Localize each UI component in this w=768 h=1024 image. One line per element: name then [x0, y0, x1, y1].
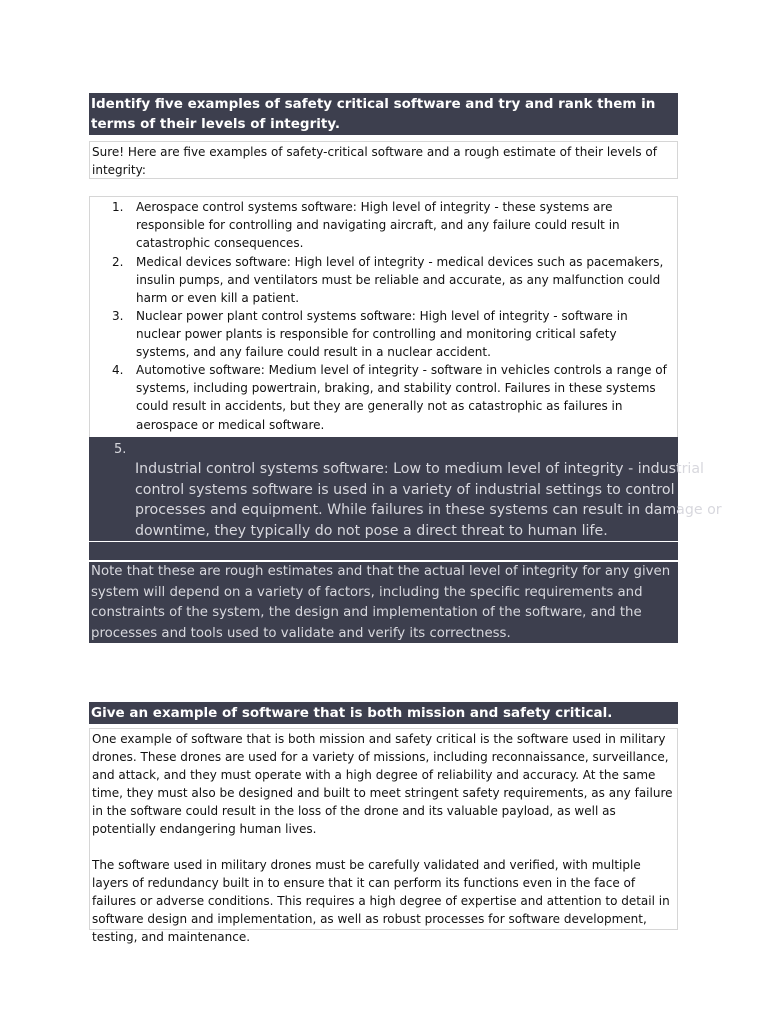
list-item-5-highlighted: [89, 437, 722, 541]
list-item-text: Automotive software: Medium level of integrity - software in vehicles controls a range of systems, including powertrain, braking, and stability control. Failures in these systems could result in accidents, but they are generally not as catastrophic as failures in aerospace or medical software.: [136, 363, 667, 432]
list-item-text-line: processes and equipment. While failures in these systems can result in damage or: [135, 502, 722, 518]
question-1-heading: [89, 93, 678, 135]
list-item-text-line: downtime, they typically do not pose a direct threat to human life.: [135, 522, 608, 539]
answer-1-intro-text: Sure! Here are five examples of safety-critical software and a rough estimate of their levels of integrity:: [92, 145, 657, 177]
question-2-title: Give an example of software that is both mission and safety critical.: [91, 705, 613, 721]
note-line: processes and tools used to validate and verify its correctness.: [91, 625, 511, 641]
answer-2-paragraph: The software used in military drones must be carefully validated and verified, with multiple layers of redundancy built in to ensure that it can perform its functions even in the face of failures or adverse conditions. This requires a high degree of expertise and attention to detail in software design and implementation, as well as robust processes for software development, testing, and maintenance.: [92, 858, 670, 944]
estimate-note: [89, 562, 678, 643]
note-line: constraints of the system, the design and implementation of the software, and the: [91, 605, 642, 620]
answer-2-body: [89, 728, 678, 944]
answer-1-intro: [89, 141, 678, 179]
list-item-text-line: Industrial control systems software: Low to medium level of integrity - industrial: [135, 461, 704, 477]
integrity-ranking-list: [89, 196, 678, 438]
question-2-heading: [89, 702, 678, 724]
answer-2-paragraph: One example of software that is both mission and safety critical is the software used in military drones. These drones are used for a variety of missions, including reconnaissance, surveillance, and attack, and they must operate with a high degree of reliability and accuracy. At the same time, they must also be designed and built to meet stringent safety requirements, as any failure in the software could result in the loss of the drone and its valuable payload, as well as potentially endangering human lives.: [92, 732, 673, 836]
list-item-number: 3.: [112, 309, 124, 323]
list-item-text: Aerospace control systems software: High level of integrity - these systems are responsible for controlling and navigating aircraft, and any failure could result in catastrophic consequences.: [136, 200, 620, 251]
list-item-number: 5.: [114, 442, 127, 457]
list-item-number: 1.: [112, 200, 124, 214]
list-item-number: 2.: [112, 255, 124, 269]
list-item-text: Nuclear power plant control systems software: High level of integrity - software in nuclear power plants is responsible for controlling and monitoring critical safety systems, and any failure could result in a nuclear accident.: [136, 309, 628, 360]
list-item-text: [135, 459, 722, 541]
list-item-text: Medical devices software: High level of integrity - medical devices such as pacemakers, insulin pumps, and ventilators must be reliable and accurate, as any malfunction could harm or even kill a patient.: [136, 255, 664, 306]
list-item-number: 4.: [112, 363, 124, 377]
note-line: Note that these are rough estimates and that the actual level of integrity for any given: [91, 564, 671, 579]
highlight-gap-bar: [89, 542, 678, 560]
question-1-title: Identify five examples of safety critical software and try and rank them in terms of their levels of integrity.: [91, 96, 656, 132]
list-item-text-line: control systems software is used in a variety of industrial settings to control: [135, 481, 675, 498]
note-line: system will depend on a variety of factors, including the specific requirements and: [91, 584, 643, 600]
